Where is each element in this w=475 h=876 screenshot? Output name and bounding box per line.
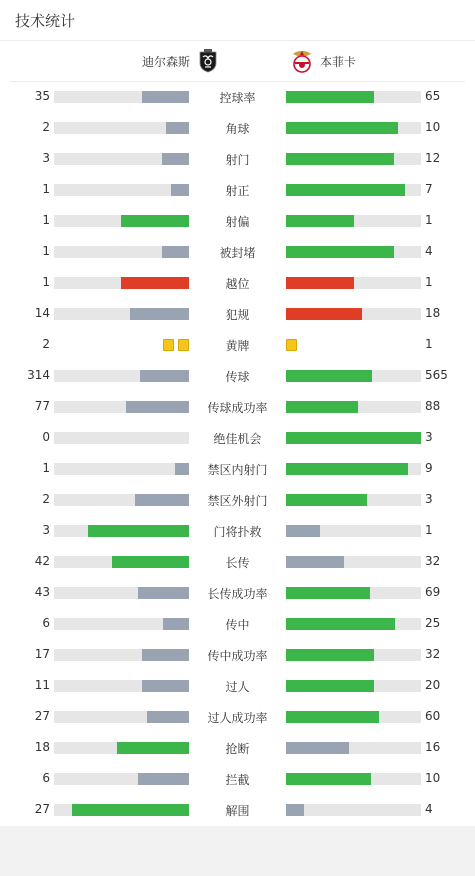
away-stat-bar-fill <box>286 556 344 568</box>
home-yellow-cards <box>163 339 189 351</box>
away-stat-bar-fill <box>286 680 374 692</box>
home-stat-value: 77 <box>34 399 50 413</box>
home-stat-value: 2 <box>42 492 50 506</box>
home-stat-bar <box>54 587 189 599</box>
home-stat-bar <box>54 277 189 289</box>
stat-row <box>0 391 475 422</box>
home-stat-value: 6 <box>42 771 50 785</box>
home-stat-bar <box>54 773 189 785</box>
away-stat-bar <box>286 680 421 692</box>
stat-label: 射正 <box>225 184 250 198</box>
home-stat-bar-fill <box>88 525 189 537</box>
away-stat-value: 18 <box>425 306 441 320</box>
home-stat-value: 27 <box>34 709 50 723</box>
home-stat-value: 314 <box>27 368 50 382</box>
away-stat-bar <box>286 153 421 165</box>
home-stat-bar-fill <box>112 556 189 568</box>
home-stat-value: 42 <box>34 554 50 568</box>
home-stat-bar-fill <box>121 277 189 289</box>
away-stat-value: 16 <box>425 740 441 754</box>
home-stat-value: 1 <box>42 461 50 475</box>
home-stat-bar-fill <box>121 215 189 227</box>
away-stat-bar-fill <box>286 618 395 630</box>
stat-label: 角球 <box>225 122 250 136</box>
home-team[interactable] <box>142 49 220 73</box>
yellow-card-icon <box>286 339 297 351</box>
home-stat-value: 3 <box>42 523 50 537</box>
away-stat-value: 1 <box>425 523 433 537</box>
stat-row <box>0 267 475 298</box>
home-stat-bar <box>54 153 189 165</box>
teams-header <box>10 41 465 82</box>
home-stat-bar <box>54 711 189 723</box>
away-stat-value: 65 <box>425 89 441 103</box>
away-stat-value: 1 <box>425 213 433 227</box>
stat-label: 犯规 <box>225 308 250 322</box>
away-stat-bar-fill <box>286 804 304 816</box>
stat-row <box>0 81 475 112</box>
stat-row <box>0 701 475 732</box>
stat-row <box>0 732 475 763</box>
home-stat-value: 3 <box>42 151 50 165</box>
page-title: 技术统计 <box>15 12 76 30</box>
stat-row <box>0 143 475 174</box>
home-stat-bar <box>54 401 189 413</box>
home-stat-bar-fill <box>163 618 189 630</box>
stat-row <box>0 236 475 267</box>
home-stat-bar <box>54 432 189 444</box>
home-stat-value: 1 <box>42 182 50 196</box>
home-stat-value: 2 <box>42 120 50 134</box>
home-stat-bar-fill <box>138 587 189 599</box>
away-stat-bar-fill <box>286 494 367 506</box>
away-stat-bar-fill <box>286 184 405 196</box>
away-stat-bar <box>286 618 421 630</box>
home-stat-bar-fill <box>166 122 189 134</box>
away-stat-bar <box>286 587 421 599</box>
home-stat-bar-fill <box>142 91 189 103</box>
away-stat-bar-fill <box>286 370 372 382</box>
stat-label: 拦截 <box>225 773 250 787</box>
stat-label: 长传 <box>225 556 250 570</box>
stat-row <box>0 546 475 577</box>
home-stat-bar-fill <box>162 246 189 258</box>
away-team-name: 本菲卡 <box>320 54 357 69</box>
stat-label: 越位 <box>225 277 250 291</box>
away-stat-bar <box>286 122 421 134</box>
home-stat-value: 1 <box>42 275 50 289</box>
away-stat-bar <box>286 215 421 227</box>
yellow-card-icon <box>163 339 174 351</box>
away-stat-bar-fill <box>286 91 374 103</box>
away-stat-bar <box>286 463 421 475</box>
away-stat-value: 4 <box>425 244 433 258</box>
stats-list <box>0 81 475 825</box>
home-stat-value: 35 <box>34 89 50 103</box>
away-stat-bar-fill <box>286 215 354 227</box>
home-stat-bar-fill <box>175 463 189 475</box>
stat-label: 被封堵 <box>219 246 256 260</box>
away-stat-bar-fill <box>286 711 379 723</box>
home-stat-bar-fill <box>117 742 189 754</box>
title-bar <box>0 0 475 41</box>
home-stat-bar <box>54 556 189 568</box>
stat-label: 黄牌 <box>225 339 250 353</box>
away-stat-bar-fill <box>286 773 371 785</box>
home-stat-bar-fill <box>126 401 189 413</box>
away-stat-value: 10 <box>425 771 441 785</box>
away-stat-bar <box>286 649 421 661</box>
stat-row <box>0 794 475 825</box>
home-stat-bar <box>54 370 189 382</box>
home-stat-value: 2 <box>42 337 50 351</box>
home-stat-bar <box>54 649 189 661</box>
home-stat-bar <box>54 525 189 537</box>
away-stat-value: 88 <box>425 399 441 413</box>
away-stat-bar <box>286 432 421 444</box>
stat-row <box>0 360 475 391</box>
stat-label: 过人成功率 <box>207 711 268 725</box>
home-stat-value: 14 <box>34 306 50 320</box>
away-stat-bar-fill <box>286 525 320 537</box>
away-stat-value: 25 <box>425 616 441 630</box>
home-stat-value: 1 <box>42 244 50 258</box>
away-stat-value: 1 <box>425 337 433 351</box>
yellow-card-icon <box>178 339 189 351</box>
stat-row <box>0 484 475 515</box>
away-stat-value: 9 <box>425 461 433 475</box>
home-stat-value: 0 <box>42 430 50 444</box>
away-stat-value: 20 <box>425 678 441 692</box>
home-team-crest-icon <box>196 49 220 73</box>
home-stat-value: 6 <box>42 616 50 630</box>
home-stat-value: 27 <box>34 802 50 816</box>
away-stat-bar-fill <box>286 122 398 134</box>
stat-label: 射偏 <box>225 215 250 229</box>
stat-label: 绝佳机会 <box>213 432 262 446</box>
away-stat-bar <box>286 370 421 382</box>
away-stat-value: 3 <box>425 492 433 506</box>
home-stat-bar <box>54 246 189 258</box>
away-stat-value: 1 <box>425 275 433 289</box>
away-stat-value: 60 <box>425 709 441 723</box>
away-stat-bar <box>286 773 421 785</box>
away-stat-bar-fill <box>286 401 358 413</box>
home-stat-bar-fill <box>140 370 189 382</box>
away-stat-value: 3 <box>425 430 433 444</box>
home-stat-value: 1 <box>42 213 50 227</box>
home-stat-bar <box>54 122 189 134</box>
away-stat-bar <box>286 525 421 537</box>
away-stat-bar <box>286 184 421 196</box>
stat-row <box>0 670 475 701</box>
home-stat-bar <box>54 463 189 475</box>
away-stat-bar <box>286 308 421 320</box>
away-stat-bar <box>286 742 421 754</box>
away-stat-bar-fill <box>286 308 362 320</box>
away-stat-value: 4 <box>425 802 433 816</box>
stat-row <box>0 608 475 639</box>
home-stat-bar <box>54 215 189 227</box>
home-stat-bar-fill <box>142 649 189 661</box>
stat-row <box>0 329 475 360</box>
home-stat-bar <box>54 494 189 506</box>
stat-label: 长传成功率 <box>207 587 268 601</box>
home-stat-value: 17 <box>34 647 50 661</box>
stat-label: 解围 <box>225 804 250 818</box>
stat-row <box>0 174 475 205</box>
stat-label: 传球成功率 <box>207 401 268 415</box>
away-stat-value: 69 <box>425 585 441 599</box>
away-stat-bar-fill <box>286 463 408 475</box>
stat-label: 抢断 <box>225 742 250 756</box>
stat-label: 传中成功率 <box>207 649 268 663</box>
stat-row <box>0 577 475 608</box>
away-stat-bar <box>286 277 421 289</box>
home-stat-bar <box>54 308 189 320</box>
away-stat-bar <box>286 246 421 258</box>
stat-label: 禁区外射门 <box>207 494 268 508</box>
stat-label: 传球 <box>225 370 250 384</box>
home-stat-bar <box>54 742 189 754</box>
home-stat-bar-fill <box>130 308 189 320</box>
away-stat-value: 565 <box>425 368 448 382</box>
away-stat-bar-fill <box>286 153 394 165</box>
stat-row <box>0 453 475 484</box>
home-stat-bar-fill <box>171 184 189 196</box>
away-stat-value: 12 <box>425 151 441 165</box>
stat-label: 门将扑救 <box>213 525 262 539</box>
stat-row <box>0 515 475 546</box>
away-stat-bar <box>286 401 421 413</box>
away-stat-value: 7 <box>425 182 433 196</box>
stat-label: 过人 <box>225 680 250 694</box>
away-stat-bar <box>286 711 421 723</box>
home-stat-bar-fill <box>135 494 189 506</box>
away-stat-value: 10 <box>425 120 441 134</box>
away-stat-bar-fill <box>286 742 349 754</box>
home-stat-bar <box>54 680 189 692</box>
away-team-crest-icon <box>290 49 314 73</box>
home-stat-bar <box>54 91 189 103</box>
away-stat-bar <box>286 494 421 506</box>
stat-row <box>0 639 475 670</box>
stat-row <box>0 763 475 794</box>
stat-label: 控球率 <box>219 91 256 105</box>
home-stat-bar-fill <box>138 773 189 785</box>
away-stat-value: 32 <box>425 554 441 568</box>
home-stat-bar-fill <box>142 680 189 692</box>
away-stat-bar <box>286 804 421 816</box>
away-stat-bar-fill <box>286 277 354 289</box>
away-stat-bar-fill <box>286 246 394 258</box>
away-stat-bar <box>286 556 421 568</box>
home-team-name: 迪尔森斯 <box>141 54 190 69</box>
stat-row <box>0 298 475 329</box>
away-stat-bar-fill <box>286 649 374 661</box>
home-stat-bar <box>54 618 189 630</box>
home-stat-bar <box>54 804 189 816</box>
stat-row <box>0 422 475 453</box>
away-stat-bar-fill <box>286 432 421 444</box>
home-stat-value: 11 <box>34 678 50 692</box>
home-stat-value: 43 <box>34 585 50 599</box>
away-stat-bar-fill <box>286 587 370 599</box>
away-stat-bar <box>286 91 421 103</box>
stat-label: 射门 <box>225 153 250 167</box>
stat-label: 传中 <box>225 618 250 632</box>
home-stat-bar-fill <box>147 711 189 723</box>
home-stat-bar <box>54 184 189 196</box>
stat-row <box>0 112 475 143</box>
stat-label: 禁区内射门 <box>207 463 268 477</box>
home-stat-bar-fill <box>72 804 189 816</box>
stat-row <box>0 205 475 236</box>
away-team[interactable] <box>290 49 356 73</box>
home-stat-value: 18 <box>34 740 50 754</box>
away-stat-value: 32 <box>425 647 441 661</box>
away-yellow-cards <box>286 339 297 351</box>
home-stat-bar-fill <box>162 153 189 165</box>
